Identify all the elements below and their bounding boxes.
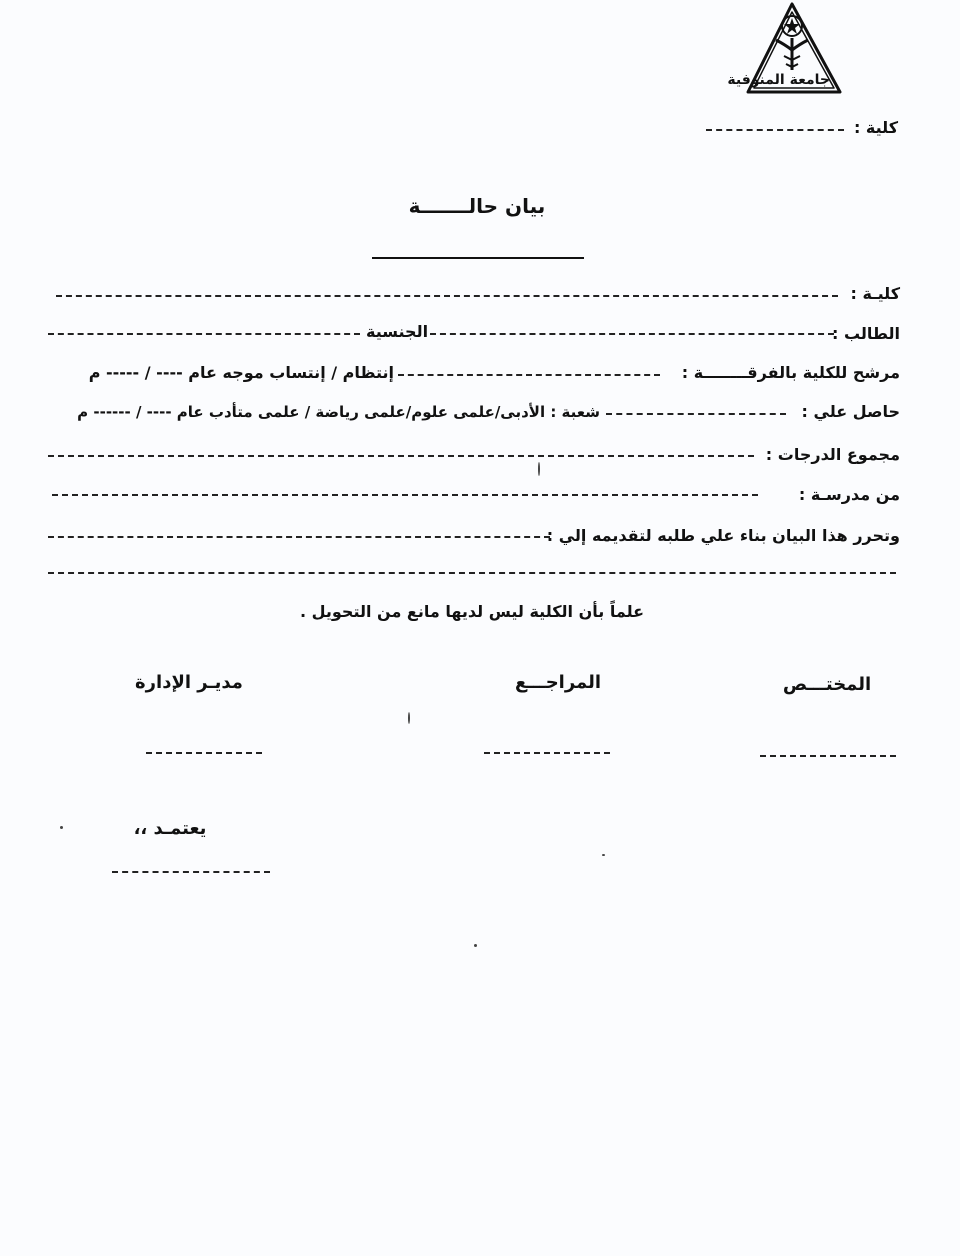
document-title: بيان حالـــــــة — [408, 194, 546, 218]
scan-mark — [602, 854, 605, 856]
college-field-label: كليـة : — [850, 284, 900, 303]
obtained-line — [606, 413, 786, 415]
specialist-signature-line — [760, 755, 896, 757]
college-field-line — [56, 295, 838, 297]
college-header-label: كلية : — [853, 118, 898, 137]
specialist-label: المختـــص — [782, 674, 872, 695]
logo-text: جامعة المنوفية — [727, 72, 830, 88]
nationality-line — [48, 333, 360, 335]
student-field-label: الطالب : — [832, 324, 900, 343]
nationality-label: الجنسية — [366, 322, 429, 341]
no-objection-notice: علماً بأن الكلية ليس لديها مانع من التحويل . — [299, 602, 645, 621]
enrollment-type-text: إنتظام / إنتساب موجه عام ---- / ----- م — [88, 363, 394, 382]
statement-line-2 — [48, 572, 896, 574]
scan-mark — [60, 826, 63, 829]
admin-manager-signature-line — [146, 752, 262, 754]
school-line — [52, 494, 758, 496]
admin-manager-label: مديـر الإدارة — [135, 672, 243, 693]
total-grades-line — [48, 455, 754, 457]
title-underline — [372, 257, 584, 259]
candidate-year-label: مرشح للكلية بالفرقــــــــة : — [681, 363, 900, 382]
university-logo — [727, 0, 844, 104]
scan-mark — [474, 944, 477, 947]
reviewer-label: المراجـــع — [514, 672, 602, 693]
division-text: شعبة : الأدبى/علمى علوم/علمى رياضة / علمى متأدب عام ---- / ------ م — [77, 403, 600, 421]
total-grades-label: مجموع الدرجات : — [765, 445, 900, 464]
scan-mark — [538, 462, 540, 476]
college-header-line — [706, 129, 844, 131]
approval-signature-line — [112, 871, 270, 873]
candidate-year-line — [398, 374, 660, 376]
approval-label: يعتمـد ،، — [133, 818, 207, 839]
student-field-line — [430, 333, 834, 335]
reviewer-signature-line — [484, 752, 610, 754]
statement-label: وتحرر هذا البيان بناء علي طلبه لتقديمه إلي : — [546, 526, 900, 545]
obtained-label: حاصل علي : — [801, 402, 900, 421]
scan-mark — [408, 712, 410, 724]
school-label: من مدرسـة : — [798, 485, 900, 504]
university-seal-icon — [727, 0, 844, 104]
statement-line — [48, 536, 550, 538]
